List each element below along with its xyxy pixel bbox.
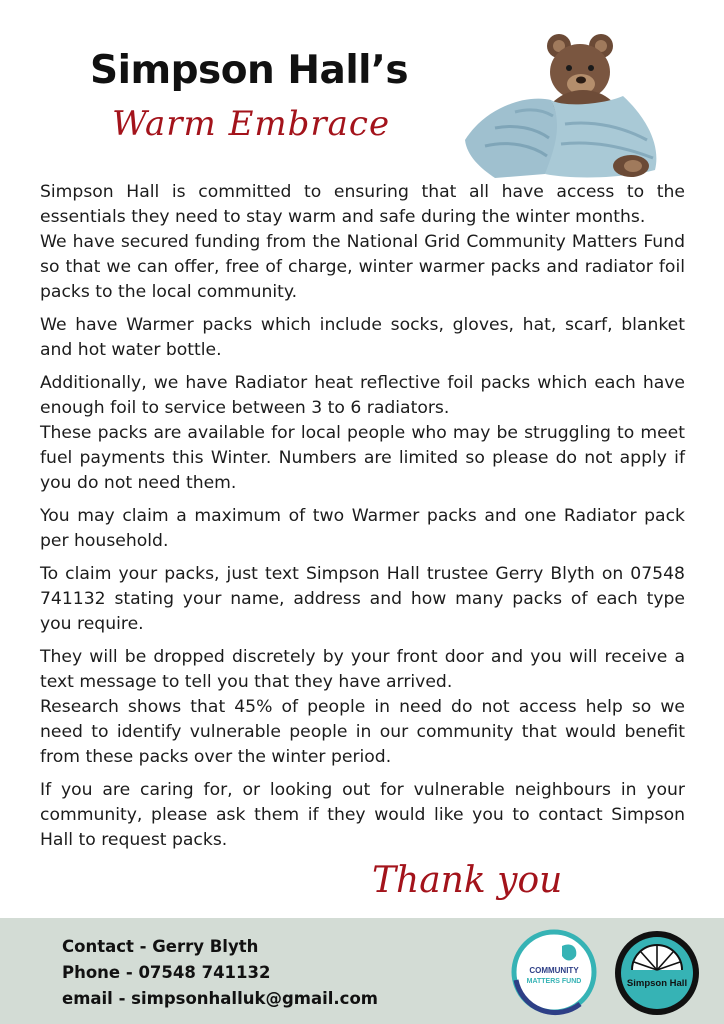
paragraph: They will be dropped discretely by your front door and you will receive a text message to tell you that they have arrived. <box>40 647 685 692</box>
simpson-hall-logo-text: Simpson Hall <box>626 978 688 989</box>
paragraph: Research shows that 45% of people in need do not access help so we need to identify vulnerable people in our community that would benefit from these packs over the winter period. <box>40 697 685 767</box>
paragraph: Additionally, we have Radiator heat reflective foil packs which each have enough foil to service between 3 to 6 radiators. <box>40 373 685 418</box>
paragraph: We have Warmer packs which include socks, gloves, hat, scarf, blanket and hot water bottle. <box>40 315 685 360</box>
page-subtitle: Warm Embrace <box>112 104 391 144</box>
page-title: Simpson Hall’s <box>90 48 409 93</box>
community-fund-line1: COMMUNITY <box>529 966 579 975</box>
thank-you-text: Thank you <box>372 860 563 901</box>
contact-phone: Phone - 07548 741132 <box>62 963 271 982</box>
contact-block <box>62 934 378 1012</box>
body-text <box>40 180 685 861</box>
simpson-hall-logo <box>612 928 702 1018</box>
paragraph: To claim your packs, just text Simpson Hall trustee Gerry Blyth on 07548 741132 stating your name, address and how many packs of each type you require. <box>40 564 685 634</box>
paragraph: If you are caring for, or looking out for vulnerable neighbours in your community, please ask them if they would like you to contact Simpson Hall to request packs. <box>40 780 685 850</box>
community-matters-fund-logo <box>510 928 598 1016</box>
contact-email[interactable]: email - simpsonhalluk@gmail.com <box>62 989 378 1008</box>
paragraph: These packs are available for local people who may be struggling to meet fuel payments this Winter. Numbers are limited so please do not apply if you do not need them. <box>40 423 685 493</box>
footer <box>0 918 724 1024</box>
contact-name: Contact - Gerry Blyth <box>62 937 259 956</box>
paragraph: Simpson Hall is committed to ensuring that all have access to the essentials they need to stay warm and safe during the winter months. <box>40 182 685 227</box>
paragraph: We have secured funding from the National Grid Community Matters Fund so that we can offer, free of charge, winter warmer packs and radiator foil packs to the local community. <box>40 232 685 302</box>
teddy-bear-blanket-image <box>455 28 667 180</box>
paragraph: You may claim a maximum of two Warmer packs and one Radiator pack per household. <box>40 506 685 551</box>
community-fund-line2: MATTERS FUND <box>526 978 582 985</box>
